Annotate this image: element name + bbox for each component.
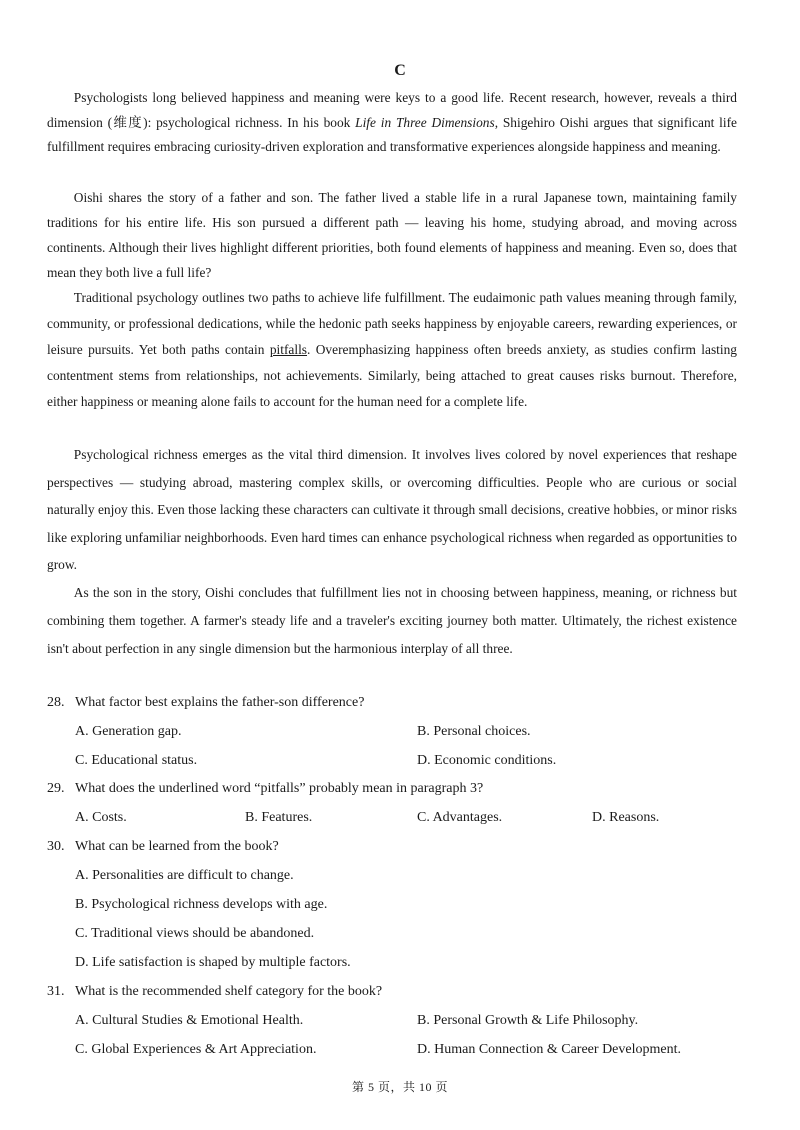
q31-option-b[interactable]: B. Personal Growth & Life Philosophy. (417, 1013, 639, 1028)
question-number: 31. (47, 984, 65, 999)
q28-option-b[interactable]: B. Personal choices. (417, 724, 531, 739)
q29-option-b[interactable]: B. Features. (245, 810, 313, 825)
question-29 (47, 779, 747, 799)
question-stem: What does the underlined word “pitfalls” probably mean in paragraph 3? (75, 781, 484, 796)
question-28 (47, 693, 747, 713)
book-title: Life in Three Dimensions (355, 114, 495, 130)
passage-paragraph-4: Psychological richness emerges as the vital third dimension. It involves lives colored by novel experiences that reshape perspectives — studying abroad, mastering complex skills, or overcoming difficulties. People who are curious or social naturally enjoy this. Even those lacking these characters can cultivate it through small decisions, creative hobbies, or minor risks like exploring unfamiliar neighborhoods. Even hard times can enhance psychological richness when regarded as opportunities to grow. (47, 447, 737, 572)
question-number: 30. (47, 839, 65, 854)
underlined-word: pitfalls (269, 342, 308, 357)
q30-option-c[interactable]: C. Traditional views should be abandoned. (75, 926, 315, 941)
q31-option-c[interactable]: C. Global Experiences & Art Appreciation. (75, 1042, 317, 1057)
passage-paragraph-5: As the son in the story, Oishi concludes that fulfillment lies not in choosing between happiness, meaning, or richness but combining them together. A farmer's steady life and a traveler's exciting journey both matter. Ultimately, the richest existence isn't about perfection in any single dimension but the harmonious interplay of all three. (47, 585, 737, 656)
passage-paragraph-2: Oishi shares the story of a father and son. The father lived a stable life in a rural Japanese town, maintaining family traditions for his entire life. His son pursued a different path — leaving his home, studying abroad, and moving across continents. Although their lives highlight different priorities, both found elements of happiness and meaning. Even so, does that mean they both live a full life? (47, 190, 737, 280)
q29-option-d[interactable]: D. Reasons. (592, 810, 660, 825)
passage-paragraph-1 (47, 86, 737, 160)
q31-option-d[interactable]: D. Human Connection & Career Development. (417, 1042, 681, 1057)
section-heading: C (394, 62, 406, 79)
p1-text-b: , Shigehiro Oishi argues that significant life fulfillment requires embracing curiosity-driven exploration and transformative experiences alongside happiness and meaning. (47, 114, 737, 155)
question-number: 29. (47, 781, 65, 796)
q31-option-a[interactable]: A. Cultural Studies & Emotional Health. (75, 1013, 304, 1028)
question-number: 28. (47, 695, 65, 710)
q30-option-b[interactable]: B. Psychological richness develops with age. (75, 897, 328, 912)
p3-text-a: Traditional psychology outlines two paths to achieve life fulfillment. The eudaimonic path values meaning through family, community, or professional dedications, while the hedonic path seeks happiness by enjoyable careers, rewarding experiences, or leisure pursuits. Yet both paths contain (47, 290, 737, 357)
q28-option-a[interactable]: A. Generation gap. (75, 724, 182, 739)
page-footer: 第 5 页，共 10 页 (351, 1080, 448, 1094)
question-stem: What is the recommended shelf category for the book? (75, 984, 383, 999)
q30-option-a[interactable]: A. Personalities are difficult to change. (75, 868, 294, 883)
q28-option-c[interactable]: C. Educational status. (75, 753, 198, 768)
question-stem: What can be learned from the book? (75, 839, 279, 854)
q30-option-d[interactable]: D. Life satisfaction is shaped by multiple factors. (75, 955, 351, 970)
q28-option-d[interactable]: D. Economic conditions. (417, 753, 557, 768)
p1-text-a: Psychologists long believed happiness and meaning were keys to a good life. Recent research, however, reveals a third dimension (维度): psychological richness. In his book (47, 90, 737, 130)
question-stem: What factor best explains the father-son difference? (75, 695, 365, 710)
question-30 (47, 837, 747, 857)
p3-text-b: . Overemphasizing happiness often breeds anxiety, as studies confirm lasting contentment stems from relationships, not achievements. Similarly, being attached to great causes risks burnout. Therefore, either happiness or meaning alone fails to account for the human need for a complete life. (47, 342, 737, 409)
q29-option-c[interactable]: C. Advantages. (417, 810, 503, 825)
question-31 (47, 982, 747, 1002)
passage-paragraph-3 (47, 285, 737, 415)
q29-option-a[interactable]: A. Costs. (75, 810, 127, 825)
